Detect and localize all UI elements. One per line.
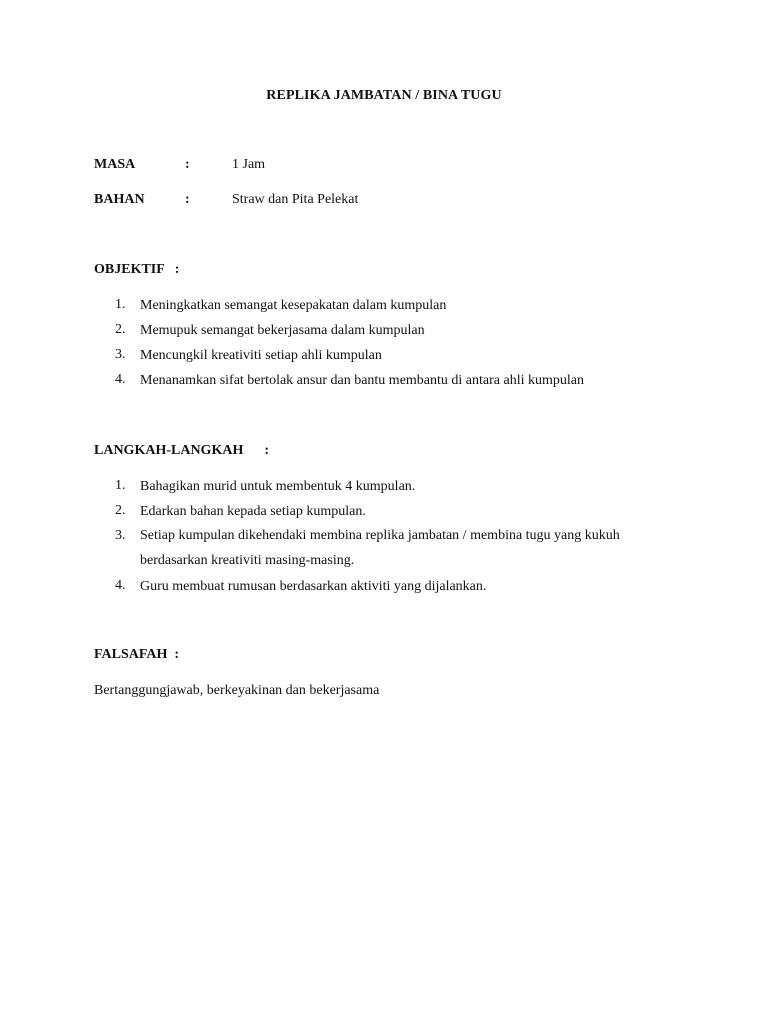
list-text: Bahagikan murid untuk membentuk 4 kumpulan. <box>140 479 416 494</box>
section-heading-objektif: OBJEKTIF : <box>94 262 180 277</box>
list-number: 2. <box>115 322 126 337</box>
list-number: 3. <box>115 347 126 362</box>
list-number: 3. <box>115 528 126 543</box>
section-heading-falsafah: FALSAFAH : <box>94 647 180 662</box>
field-label: MASA <box>94 157 136 172</box>
list-text: Guru membuat rumusan berdasarkan aktiviti yang dijalankan. <box>140 579 487 594</box>
falsafah-text: Bertanggungjawab, berkeyakinan dan bekerjasama <box>94 683 380 698</box>
list-text: Meningkatkan semangat kesepakatan dalam kumpulan <box>140 298 447 313</box>
list-number: 4. <box>115 372 126 387</box>
list-text: Mencungkil kreativiti setiap ahli kumpulan <box>140 348 382 363</box>
list-number: 1. <box>115 478 126 493</box>
field-colon: : <box>185 192 190 207</box>
list-text: Menanamkan sifat bertolak ansur dan bantu membantu di antara ahli kumpulan <box>140 373 584 388</box>
document-title: REPLIKA JAMBATAN / BINA TUGU <box>266 88 502 103</box>
list-number: 4. <box>115 578 126 593</box>
field-value: 1 Jam <box>232 157 266 172</box>
list-number: 1. <box>115 297 126 312</box>
field-value: Straw dan Pita Pelekat <box>232 192 359 207</box>
field-colon: : <box>185 157 190 172</box>
list-text: Setiap kumpulan dikehendaki membina replika jambatan / membina tugu yang kukuh berdasarkan kreativiti masing-masing. <box>140 528 620 568</box>
field-label: BAHAN <box>94 192 145 207</box>
list-text: Memupuk semangat bekerjasama dalam kumpulan <box>140 323 425 338</box>
section-heading-langkah: LANGKAH-LANGKAH : <box>94 443 269 458</box>
list-text: Edarkan bahan kepada setiap kumpulan. <box>140 504 366 519</box>
list-number: 2. <box>115 503 126 518</box>
